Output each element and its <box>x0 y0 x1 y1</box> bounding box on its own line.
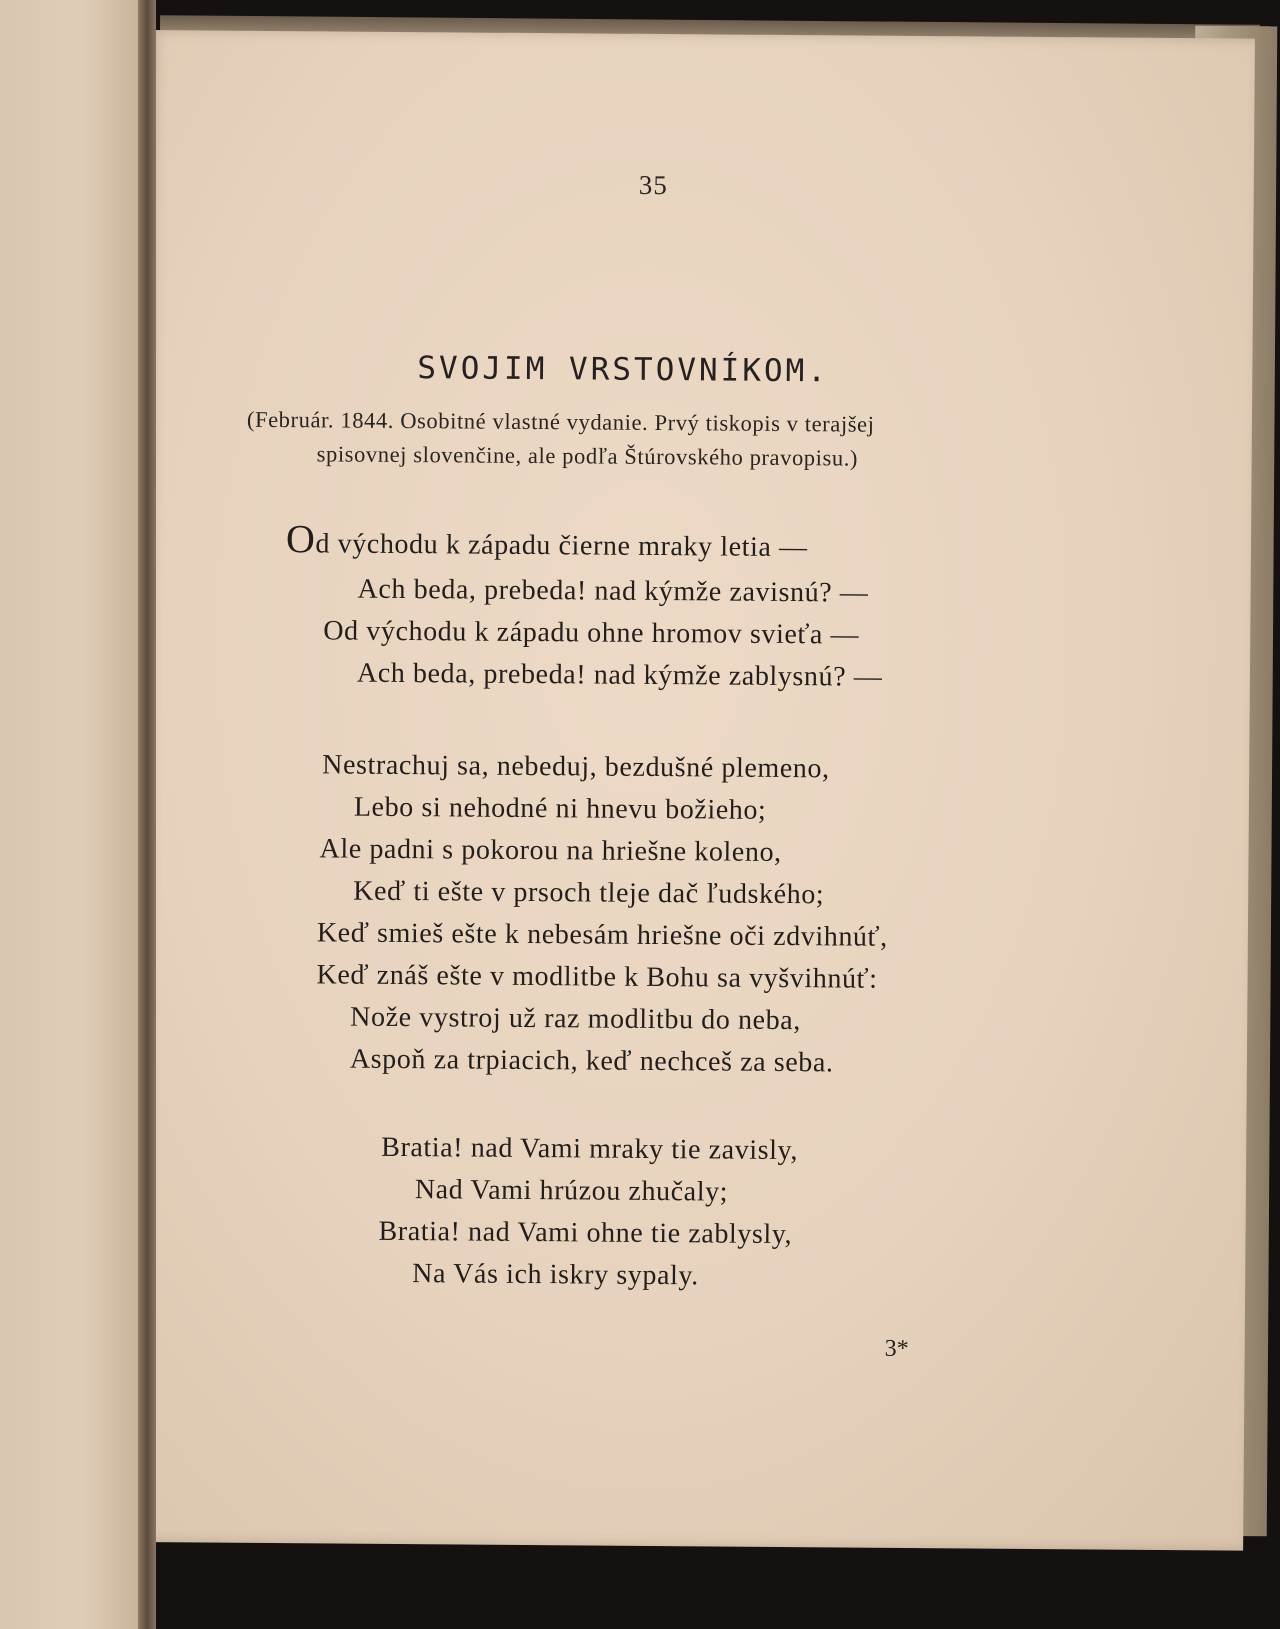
verse-line: Ale padni s pokorou na hriešne koleno, <box>319 833 782 868</box>
publication-note-line-1: (Február. 1844. Osobitné vlastné vydanie. Prvý tiskopis v terajšej <box>246 406 875 437</box>
previous-page-edge <box>0 0 150 1629</box>
drop-cap: O <box>285 516 316 562</box>
verse-line: Nestrachuj sa, nebeduj, bezdušné plemeno, <box>322 749 830 785</box>
verse-line: Od východu k západu ohne hromov svieťa — <box>323 615 860 651</box>
verse-line: Nad Vami hrúzou zhučaly; <box>414 1174 729 1208</box>
book-page <box>138 30 1255 1551</box>
verse-line: Keď znáš ešte v modlitbe k Bohu sa vyšvihnúť: <box>316 959 878 995</box>
verse-line: Keď ti ešte v prsoch tleje dač ľudského; <box>353 875 825 911</box>
verse-line <box>285 516 808 564</box>
verse-line-text: d východu k západu čierne mraky letia — <box>315 528 808 564</box>
verse-line: Aspoň za trpiacich, keď nechceš za seba. <box>349 1043 834 1079</box>
page-number: 35 <box>638 169 668 201</box>
printer-signature-mark: 3* <box>884 1335 909 1362</box>
verse-line: Ach beda, prebeda! nad kýmže zavisnú? — <box>357 573 869 609</box>
publication-note-line-2: spisovnej slovenčine, ale podľa Štúrovského pravopisu.) <box>316 441 859 471</box>
verse-line: Ach beda, prebeda! nad kýmže zablysnú? — <box>356 657 883 693</box>
poem-title: SVOJIM VRSTOVNÍKOM. <box>417 350 830 390</box>
verse-line: Bratia! nad Vami mraky tie zavisly, <box>381 1131 799 1167</box>
publication-note <box>247 403 1068 477</box>
book-gutter <box>138 0 156 1629</box>
verse-line: Keď smieš ešte k nebesám hriešne oči zdvihnúť, <box>316 917 888 953</box>
verse-line: Lebo si nehodné ni hnevu božieho; <box>353 791 767 826</box>
verse-line: Bratia! nad Vami ohne tie zablysly, <box>378 1215 793 1251</box>
verse-line: Na Vás ich iskry sypaly. <box>412 1258 699 1292</box>
verse-line: Nože vystroj už raz modlitbu do neba, <box>350 1001 802 1037</box>
